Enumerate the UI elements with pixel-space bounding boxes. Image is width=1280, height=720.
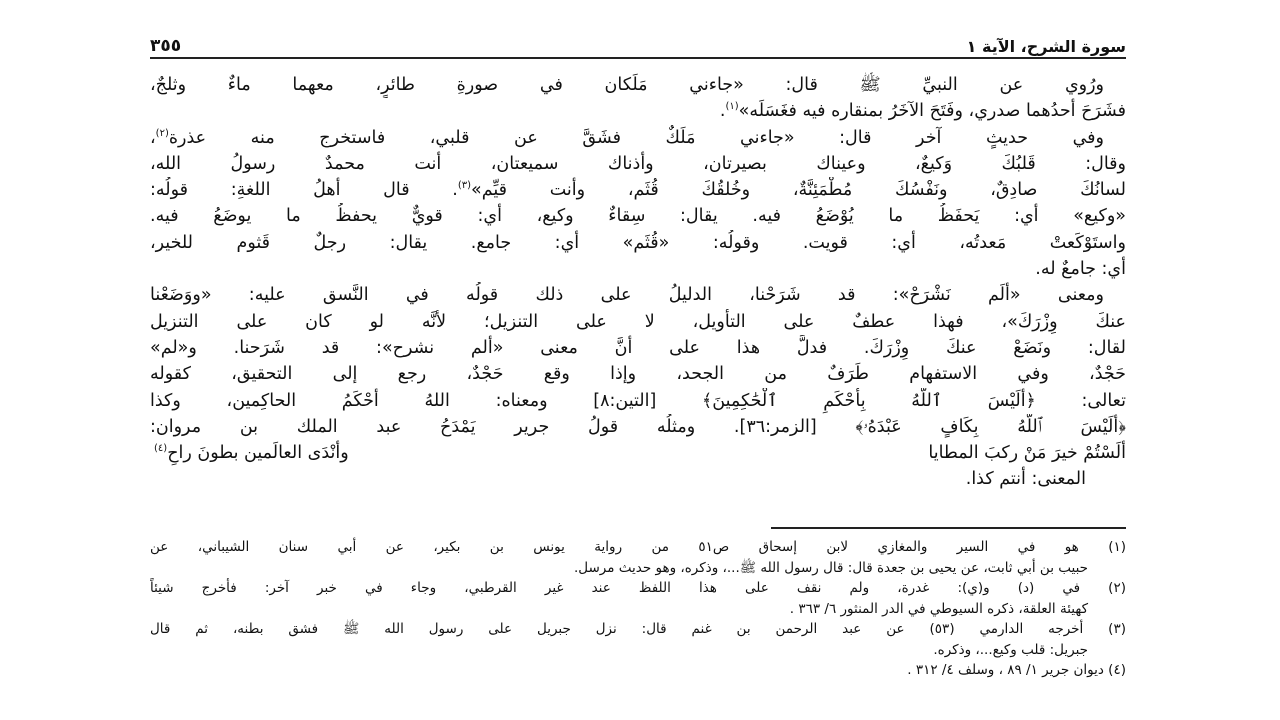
text-line: واستَوْكَعتْ مَعدتُه، أي: قويت. وقولُه: «قُثَم» أي: جامع. يقال: رجلٌ قَثوم للخير، <box>150 232 1126 253</box>
header-divider <box>150 57 1126 59</box>
footnote-2-cont: كهيئة العلقة، ذكره السيوطي في الدر المنثور ٦/ ٣٦٣ . <box>789 600 1088 617</box>
footnote-2: (٢) في (د) و(ي): غدرة، ولم نقف على هذا اللفظ عند غير القرطبي، وجاء في خبر آخر: فأخرج شيئاً <box>150 580 1126 596</box>
surah-verse-title: سورة الشرح، الآية ١ <box>966 37 1126 56</box>
poem-second-hemistich: وأنْدَى العالَمين بطونَ راحِ$^{(٤)}$ <box>154 443 349 464</box>
poem-first-hemistich: أَلَسْتُمْ خيرَ مَنْ ركبَ المطايا <box>928 443 1126 464</box>
text-line: لقال: ونَضَعْ عنكَ وِزْرَكَ. فدلَّ هذا على أنَّ معنى «ألم نشرح»: قد شَرَحنا. و«لم» <box>150 337 1126 358</box>
footnote-3: (٣) أخرجه الدارمي (٥٣) عن عبد الرحمن بن غنم قال: نزل جبريل على رسول الله ﷺ فشق بطنه، ثم قال <box>150 621 1126 637</box>
running-header <box>150 34 1126 56</box>
footnotes <box>150 537 1126 681</box>
text-line: ورُوي عن النبيِّ ﷺ قال: «جاءني مَلَكان في صورةِ طائرٍ، معهما ماءٌ وثلجٌ، <box>150 75 1104 95</box>
footnote-ref[interactable]: (١) <box>725 101 739 113</box>
footnote-4: (٤) ديوان جرير ١/ ٨٩ ، وسلف ٤/ ٣١٢ . <box>907 662 1126 678</box>
text-line: فشَرَحَ أحدُهما صدري، وفَتَحَ الآخَرُ بمنقاره فيه فغَسَلَه»$^{(١)}$. <box>719 101 1126 122</box>
text-line: ﴿أَلَيْسَ ٱللَّهُ بِكَافٍ عَبْدَهُۥ﴾ [الزمر:٣٦]. ومثلُه قولُ جرير يَمْدَحُ عبد الملك بن مروان: <box>150 416 1126 437</box>
page-number: ٣٥٥ <box>150 36 182 56</box>
text-line: وقال: قَلبُكَ وَكيعٌ، وعيناك بصيرتان، وأُذناك سميعتان، أنت محمدٌ رسولُ الله، <box>150 153 1126 174</box>
footnote-1: (١) هو في السير والمغازي لابن إسحاق ص٥١ من رواية يونس بن بكير، عن أبي سنان الشيباني، عن <box>150 539 1126 555</box>
footnote-1-cont: حبيب بن أبي ثابت، عن يحيى بن جعدة قال: قال رسول الله ﷺ...، وذكره، وهو حديث مرسل. <box>573 559 1088 576</box>
text-line: حَجْدٌ، وفي الاستفهام طَرَفٌ من الجحد، وإذا وقع حَجْدٌ، رجع إلى التحقيق، كقوله <box>150 364 1126 385</box>
text-line: وفي حديثٍ آخر قال: «جاءني مَلَكٌ فشَقَّ عن قلبي، فاستخرج منه عذرة$^{(٢)}$، <box>150 127 1104 148</box>
book-page <box>150 0 1126 720</box>
footnote-ref[interactable]: (٣) <box>457 180 472 192</box>
footnote-ref[interactable]: (٤) <box>154 443 168 455</box>
meaning-line: المعنى: أنتم كذا. <box>965 469 1086 490</box>
text-line: ومعنى «أَلَم نَشْرَحْ»: قد شَرَحْنا، الدليلُ على ذلك قولُه في النَّسق عليه: «ووَضَعْنا <box>150 285 1104 306</box>
text-line: لسانُكَ صادِقٌ، ونَفْسُكَ مُطْمَئِنَّةٌ، وخُلقُكَ قُثَم، وأنت قيِّم»$^{(٣)}$. قال أهلُ اللغةِ: قولُه: <box>150 180 1126 201</box>
text-line: «وكيع» أي: يَحفَظُ ما يُوْضَعُ فيه. يقال: سِقاءٌ وكيع، أي: قويٌّ يحفظُ ما يوضَعُ فيه. <box>150 206 1126 227</box>
poem-verse <box>150 440 1126 466</box>
text-line: أي: جامعٌ له. <box>1035 259 1126 280</box>
main-text <box>150 72 1126 493</box>
text-line: عنكَ وِزْرَكَ»، فهذا عطفٌ على التأويل، لا على التنزيل؛ لأنَّه لو كان على التنزيل <box>150 311 1126 332</box>
footnote-divider <box>771 527 1126 529</box>
footnote-3-cont: جبريل: قلب وكيع...، وذكره. <box>933 641 1088 658</box>
text-line: تعالى: ﴿أَلَيْسَ ٱللَّهُ بِأَحْكَمِ ٱلْحَٰكِمِينَ﴾ [التين:٨] ومعناه: اللهُ أَحْكَمُ الحاكِمين، وكذا <box>150 390 1126 411</box>
footnote-ref[interactable]: (٢) <box>155 127 169 139</box>
